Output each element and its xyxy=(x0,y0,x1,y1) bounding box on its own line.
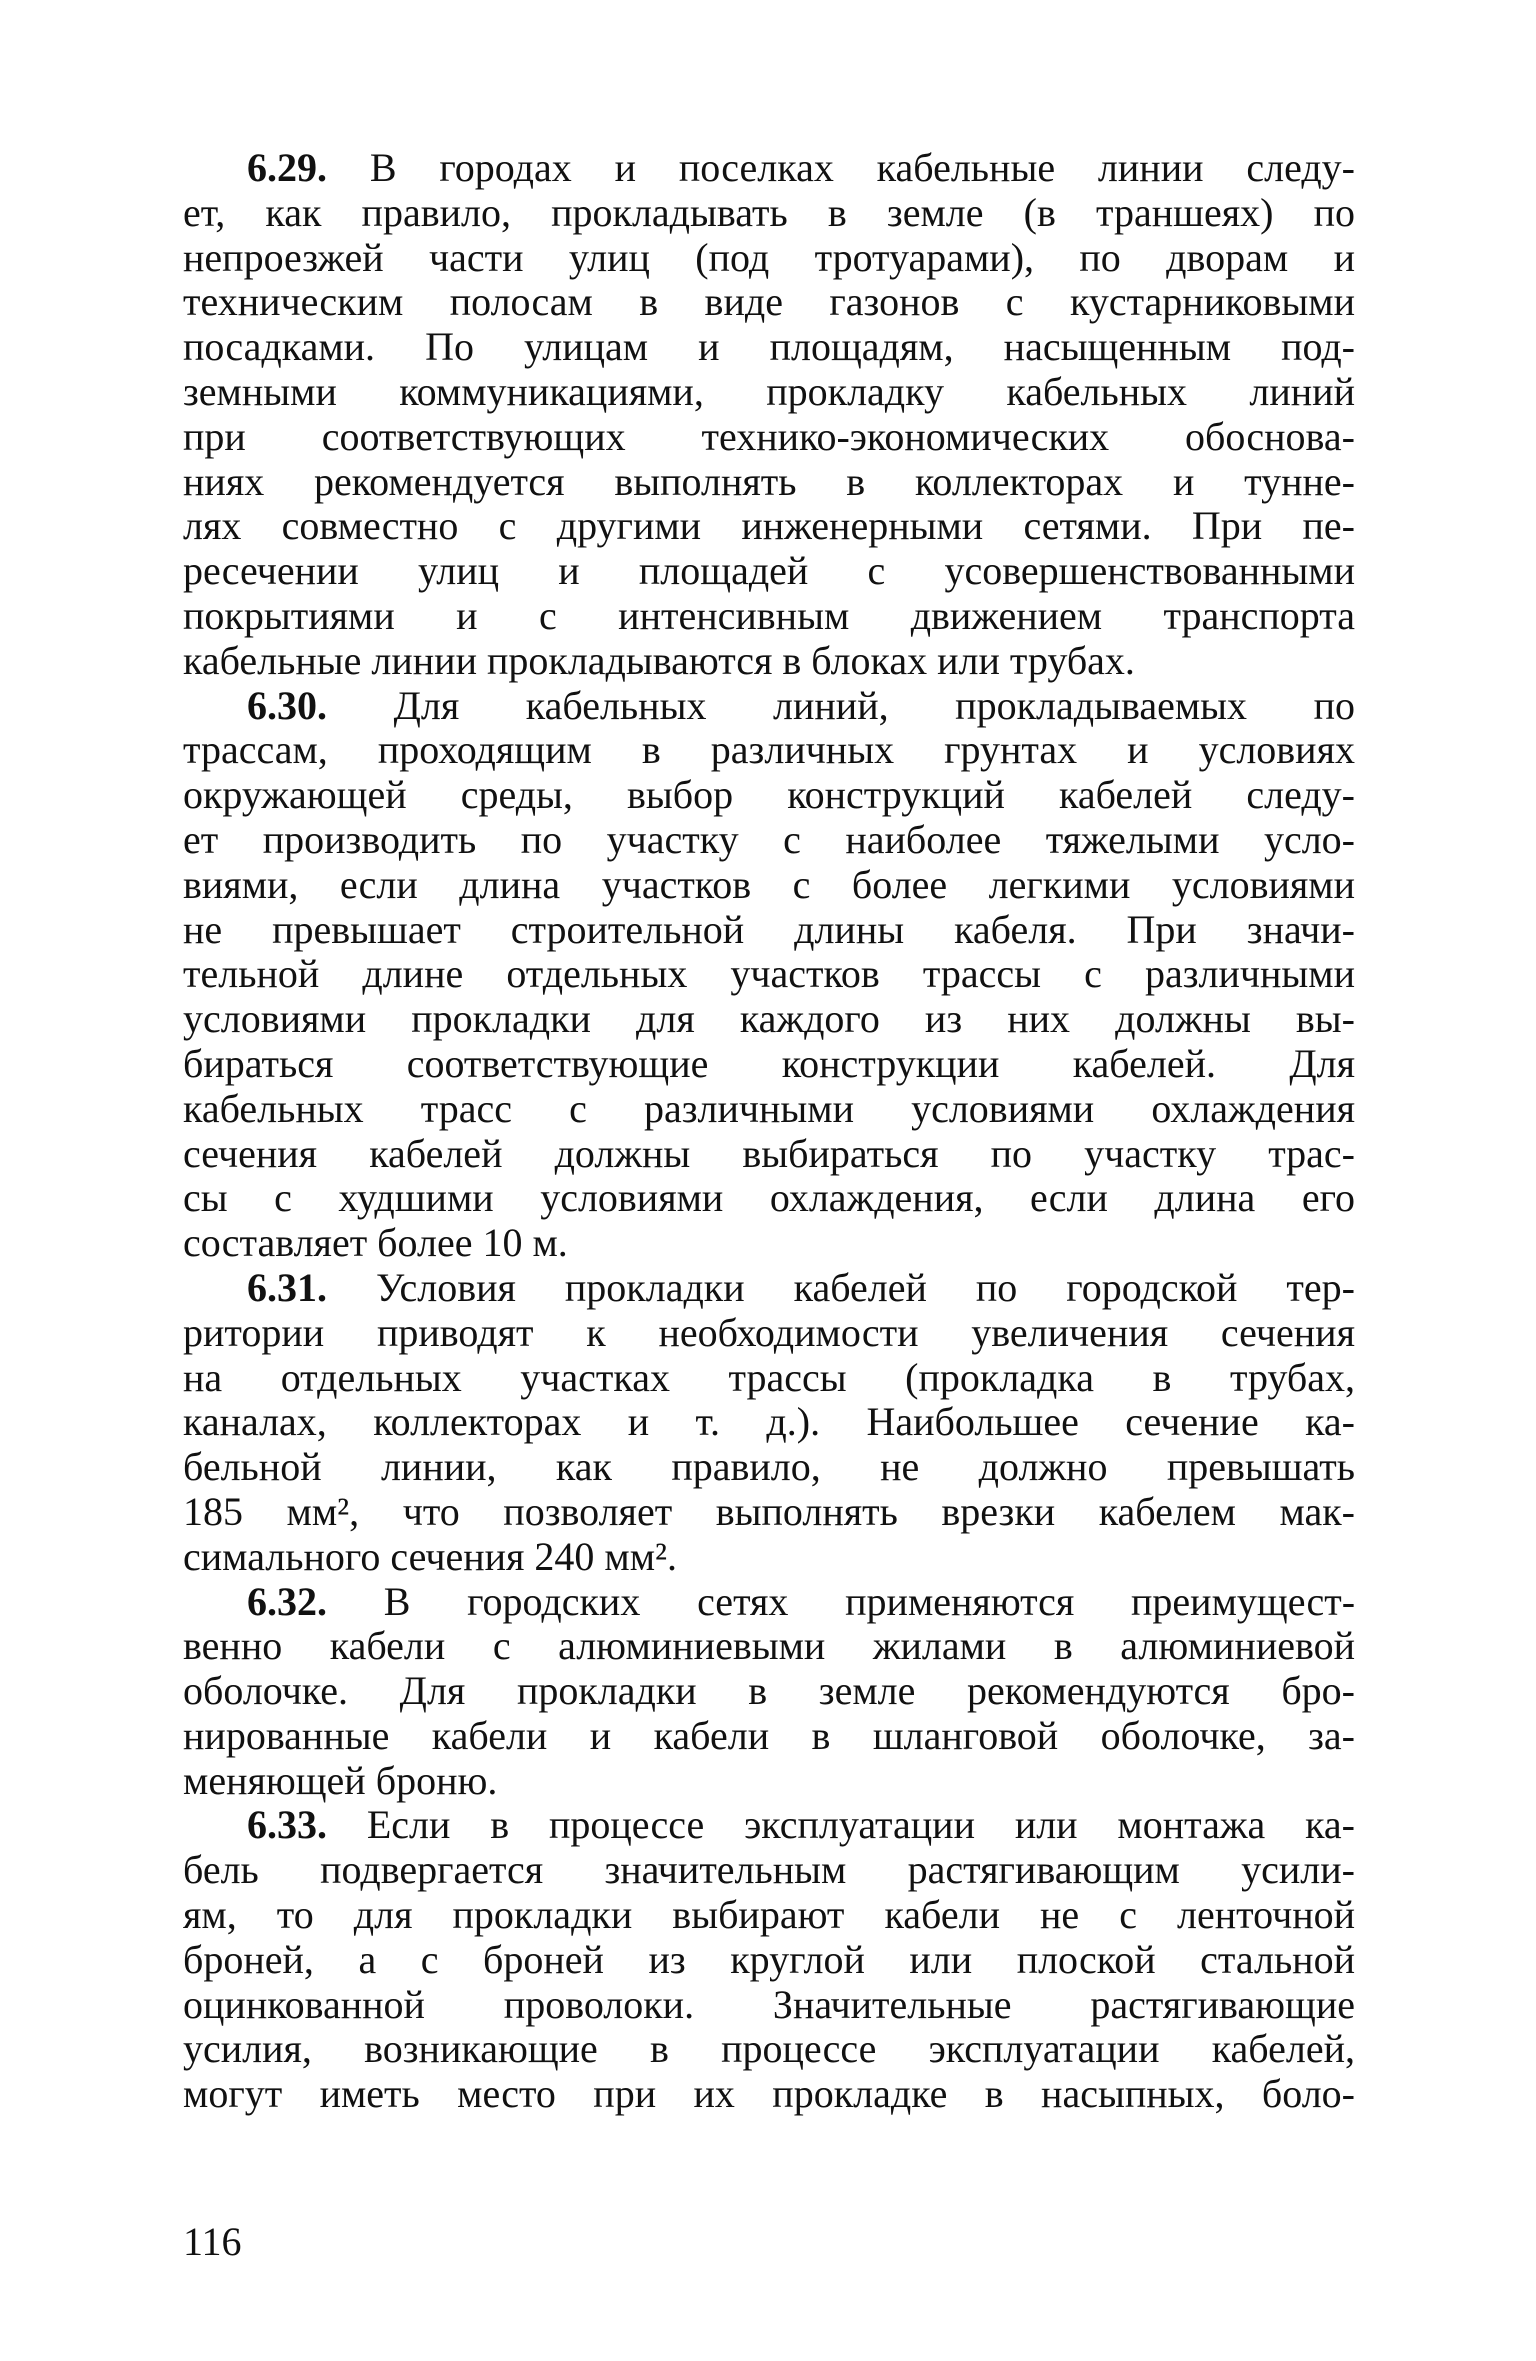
line-text: меняющей броню. xyxy=(183,1757,498,1803)
line-text: усилия, возникающие в процессе эксплуатации кабелей, xyxy=(183,2026,1355,2072)
line-text: венно кабели с алюминиевыми жилами в алюминиевой xyxy=(183,1623,1355,1669)
line-text: В городах и поселках кабельные линии следу- xyxy=(369,145,1355,190)
line-text: Для кабельных линий, прокладываемых по xyxy=(393,682,1355,728)
line-text: симального сечения 240 мм². xyxy=(183,1533,678,1579)
text-line xyxy=(183,280,1355,325)
text-line xyxy=(183,639,1355,684)
line-text: броней, а с броней из круглой или плоской стальной xyxy=(183,1936,1355,1982)
page-number: 116 xyxy=(183,2219,242,2264)
text-line xyxy=(183,1445,1355,1490)
line-text: Условия прокладки кабелей по городской тер- xyxy=(375,1264,1355,1310)
line-text: ритории приводят к необходимости увеличения сечения xyxy=(183,1309,1355,1355)
paragraph-number: 6.29. xyxy=(247,145,327,190)
text-line xyxy=(183,325,1355,370)
line-text: посадками. По улицам и площадям, насыщенным под- xyxy=(183,324,1355,370)
text-line xyxy=(183,997,1355,1042)
text-line xyxy=(183,1714,1355,1759)
line-text: каналах, коллекторах и т. д.). Наибольшее сечение ка- xyxy=(183,1399,1355,1445)
paragraph-number: 6.30. xyxy=(247,682,327,728)
paragraph-number: 6.32. xyxy=(247,1578,327,1624)
text-line xyxy=(183,1803,1355,1848)
line-text: нированные кабели и кабели в шланговой оболочке, за- xyxy=(183,1712,1355,1758)
line-text: трассам, проходящим в различных грунтах и условиях xyxy=(183,727,1355,773)
line-text: кабельных трасс с различными условиями охлаждения xyxy=(183,1085,1355,1131)
line-text: бельной линии, как правило, не должно превышать xyxy=(183,1444,1355,1490)
text-line xyxy=(183,1983,1355,2028)
line-text: техническим полосам в виде газонов с кустарниковыми xyxy=(183,279,1355,325)
text-line xyxy=(183,1042,1355,1087)
line-text: условиями прокладки для каждого из них должны вы- xyxy=(183,996,1355,1042)
line-text: сы с худшими условиями охлаждения, если длина его xyxy=(183,1175,1355,1221)
line-text: В городских сетях применяются преимущест- xyxy=(383,1578,1356,1624)
text-line xyxy=(183,1266,1355,1311)
text-line xyxy=(183,236,1355,281)
text-line xyxy=(183,1624,1355,1669)
text-line xyxy=(183,1311,1355,1356)
text-line xyxy=(183,1893,1355,1938)
text-line xyxy=(183,191,1355,236)
text-line xyxy=(183,863,1355,908)
line-text: сечения кабелей должны выбираться по участку трас- xyxy=(183,1130,1355,1176)
text-line xyxy=(183,1669,1355,1714)
text-line xyxy=(183,908,1355,953)
line-text: 185 мм², что позволяет выполнять врезки кабелем мак- xyxy=(183,1488,1355,1534)
body-text xyxy=(183,146,1355,2117)
line-text: лях совместно с другими инженерными сетями. При пе- xyxy=(183,503,1355,549)
text-line xyxy=(183,728,1355,773)
text-line xyxy=(183,1938,1355,1983)
line-text: Если в процессе эксплуатации или монтажа ка- xyxy=(366,1802,1356,1848)
line-text: бираться соответствующие конструкции кабелей. Для xyxy=(183,1040,1355,1086)
text-line xyxy=(183,1132,1355,1177)
paragraph-number: 6.31. xyxy=(247,1264,327,1310)
text-line xyxy=(183,1356,1355,1401)
text-line xyxy=(183,2072,1355,2117)
line-text: ет производить по участку с наиболее тяжелыми усло- xyxy=(183,816,1355,862)
line-text: непроезжей части улиц (под тротуарами), по дворам и xyxy=(183,234,1355,280)
text-line xyxy=(183,370,1355,415)
line-text: бель подвергается значительным растягивающим усили- xyxy=(183,1847,1355,1893)
text-line xyxy=(183,1221,1355,1266)
text-line xyxy=(183,1535,1355,1580)
line-text: оболочке. Для прокладки в земле рекомендуются бро- xyxy=(183,1668,1355,1714)
line-text: ресечении улиц и площадей с усовершенствованными xyxy=(183,548,1355,594)
line-text: оцинкованной проволоки. Значительные растягивающие xyxy=(183,1981,1355,2027)
line-text: окружающей среды, выбор конструкций кабелей следу- xyxy=(183,772,1355,818)
text-line xyxy=(183,415,1355,460)
line-text: на отдельных участках трассы (прокладка в трубах, xyxy=(183,1354,1355,1400)
line-text: кабельные линии прокладываются в блоках или трубах. xyxy=(183,637,1135,683)
paragraph-6-31 xyxy=(183,1266,1355,1580)
text-line xyxy=(183,1580,1355,1625)
text-line xyxy=(183,1400,1355,1445)
paragraph-6-30 xyxy=(183,684,1355,1266)
line-text: при соответствующих технико-экономических обоснова- xyxy=(183,413,1355,459)
line-text: ям, то для прокладки выбирают кабели не с ленточной xyxy=(183,1892,1355,1938)
line-text: тельной длине отдельных участков трассы с различными xyxy=(183,951,1355,997)
text-line xyxy=(183,2027,1355,2072)
text-line xyxy=(183,1087,1355,1132)
text-line xyxy=(183,773,1355,818)
text-line xyxy=(183,594,1355,639)
text-line xyxy=(183,504,1355,549)
text-line xyxy=(183,1490,1355,1535)
text-line xyxy=(183,1176,1355,1221)
paragraph-6-32 xyxy=(183,1580,1355,1804)
line-text: покрытиями и с интенсивным движением транспорта xyxy=(183,592,1355,638)
text-line xyxy=(183,952,1355,997)
text-line xyxy=(183,1759,1355,1804)
text-line xyxy=(183,460,1355,505)
line-text: составляет более 10 м. xyxy=(183,1220,568,1266)
line-text: не превышает строительной длины кабеля. При значи- xyxy=(183,906,1355,952)
line-text: земными коммуникациями, прокладку кабельных линий xyxy=(183,368,1355,414)
text-line xyxy=(183,146,1355,191)
line-text: могут иметь место при их прокладке в насыпных, боло- xyxy=(183,2071,1355,2117)
paragraph-6-33 xyxy=(183,1803,1355,2117)
paragraph-number: 6.33. xyxy=(247,1802,327,1848)
text-line xyxy=(183,1848,1355,1893)
text-line xyxy=(183,818,1355,863)
line-text: виями, если длина участков с более легкими условиями xyxy=(183,861,1355,907)
paragraph-6-29 xyxy=(183,146,1355,684)
line-text: ниях рекомендуется выполнять в коллекторах и тунне- xyxy=(183,458,1355,504)
text-line xyxy=(183,684,1355,729)
line-text: ет, как правило, прокладывать в земле (в траншеях) по xyxy=(183,189,1355,235)
text-line xyxy=(183,549,1355,594)
